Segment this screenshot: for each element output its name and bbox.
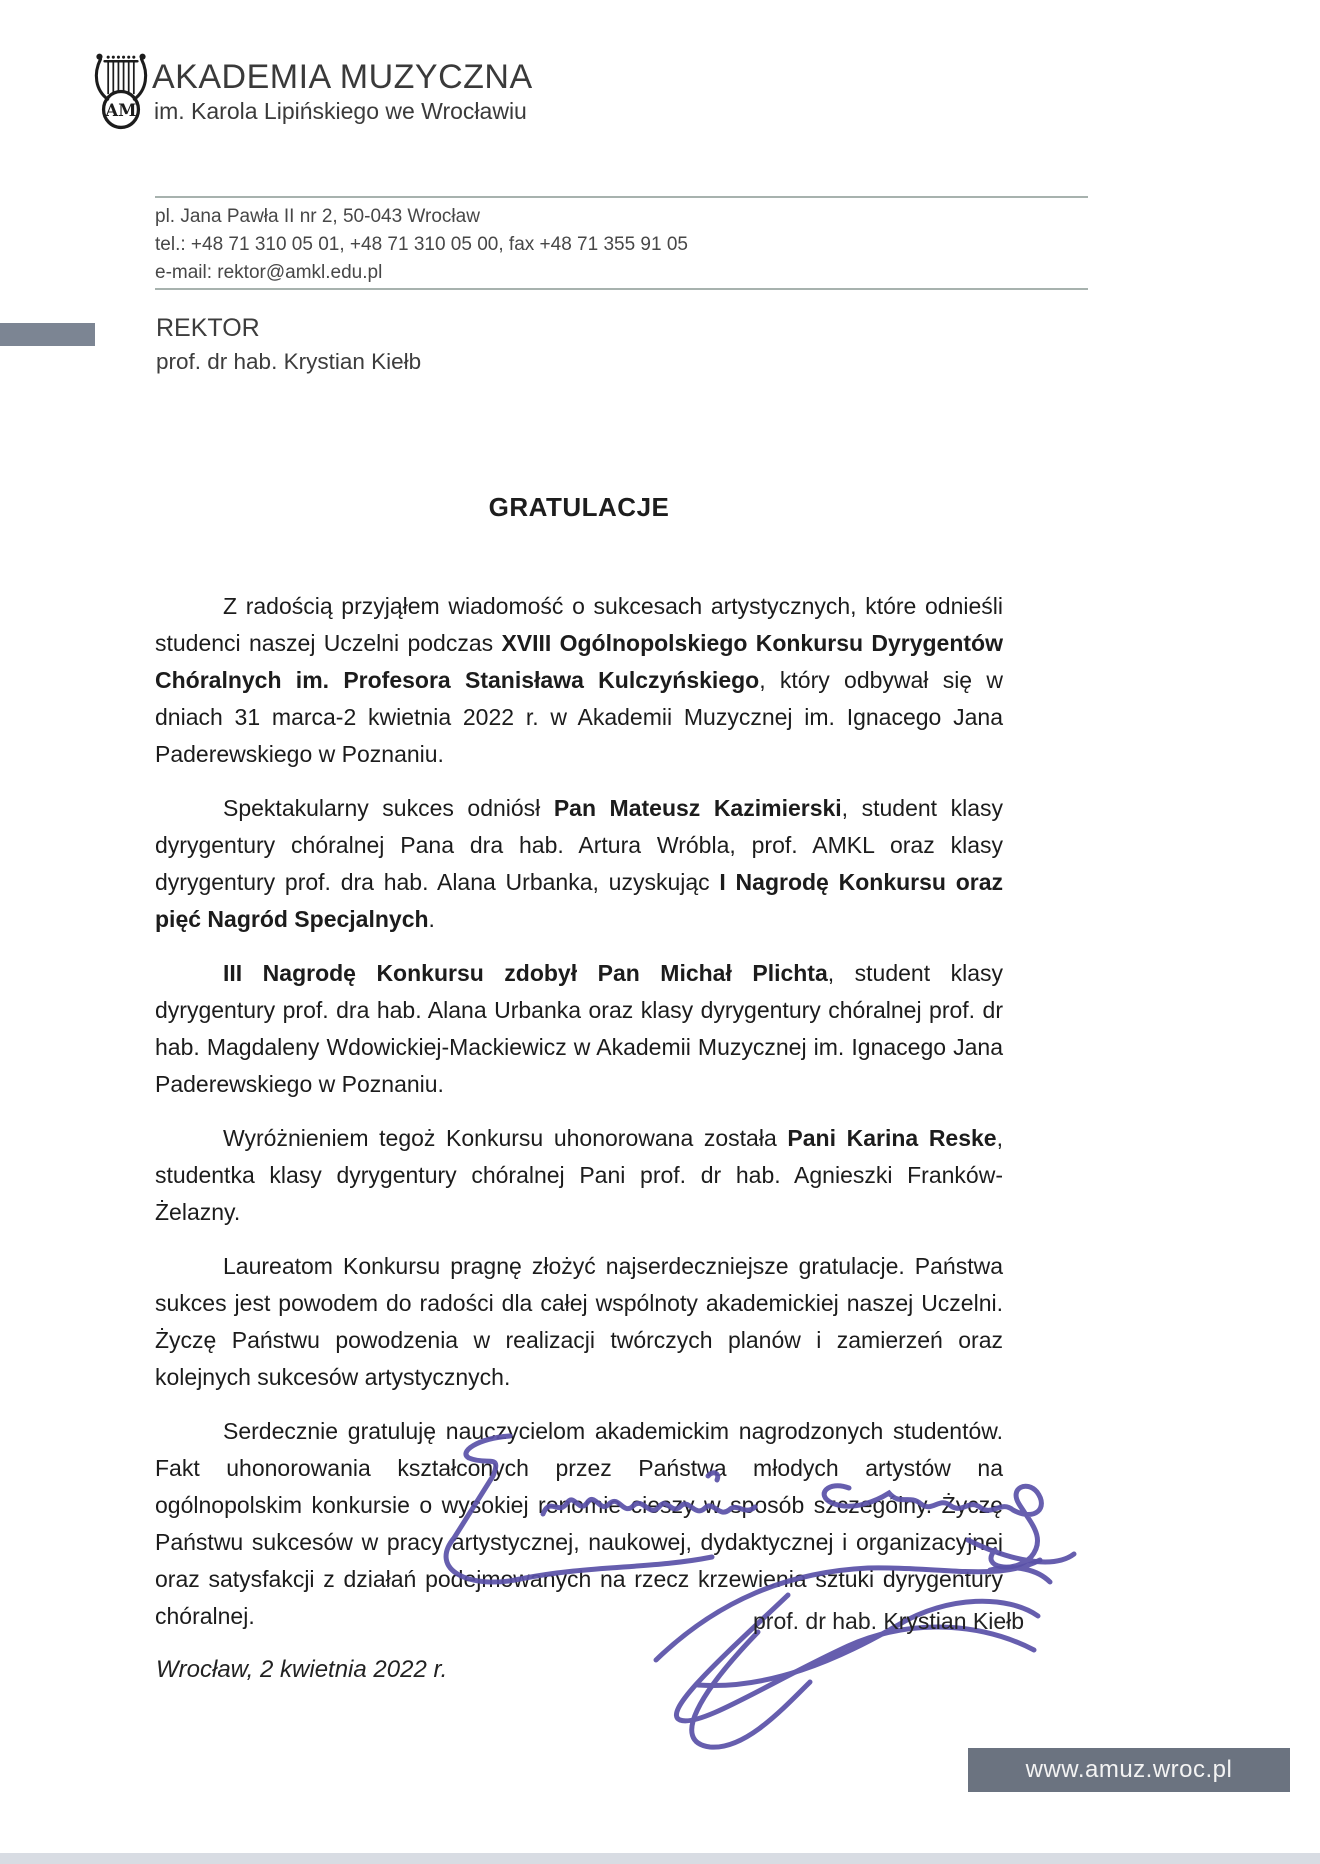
address-block [155, 203, 688, 287]
logo-monogram: AM [105, 101, 137, 121]
scan-edge-strip [0, 1853, 1320, 1864]
date-line: Wrocław, 2 kwietnia 2022 r. [156, 1656, 448, 1683]
sender-role: REKTOR [156, 314, 260, 342]
paragraph-3: III Nagrodę Konkursu zdobył Pan Michał Plichta, student klasy dyrygentury prof. dra hab. Alana Urbanka oraz klasy dyrygentury chóralnej prof. dr hab. Magdaleny Wdowickiej-Mackiewicz w Akademii Muzycznej im. Ignacego Jana Paderewskiego w Poznaniu. [155, 960, 1003, 1097]
phone-line: tel.: +48 71 310 05 01, +48 71 310 05 00, fax +48 71 355 91 05 [155, 234, 688, 255]
header-divider-bottom [155, 288, 1088, 290]
email-line: e-mail: rektor@amkl.edu.pl [155, 262, 383, 283]
paragraph-1: Z radością przyjąłem wiadomość o sukcesach artystycznych, które odnieśli studenci naszej Uczelni podczas XVIII Ogólnopolskiego Konkursu Dyrygentów Chóralnych im. Profesora Stanisława Kulczyńskiego, który odbywał się w dniach 31 marca-2 kwietnia 2022 r. w Akademii Muzycznej im. Ignacego Jana Paderewskiego w Poznaniu. [155, 593, 1003, 767]
paragraph-2: Spektakularny sukces odniósł Pan Mateusz Kazimierski, student klasy dyrygentury chóralnej Pana dra hab. Artura Wróbla, prof. AMKL oraz klasy dyrygentury prof. dra hab. Alana Urbanka, uzyskując I Nagrodę Konkursu oraz pięć Nagród Specjalnych. [155, 795, 1004, 932]
footer-website: www.amuz.wroc.pl [1025, 1756, 1233, 1783]
org-subtitle: im. Karola Lipińskiego we Wrocławiu [154, 98, 527, 124]
signature-icon [638, 1540, 1058, 1760]
paragraph-4: Wyróżnieniem tegoż Konkursu uhonorowana została Pani Karina Reske, studentka klasy dyrygentury chóralnej Pani prof. dr hab. Agnieszki Franków-Żelazny. [155, 1125, 1003, 1225]
address-line: pl. Jana Pawła II nr 2, 50-043 Wrocław [155, 206, 480, 227]
paragraph-6: Serdecznie gratuluję nauczycielom akademickim nagrodzonych studentów. Fakt uhonorowania kształconych przez Państwa młodych artystów na ogólnopolskim konkursie o wysokiej renomie cieszy w sposób szczególny. Życzę Państwu sukcesów w pracy artystycznej, naukowej, dydaktycznej i organizacyjnej oraz satysfakcji z działań podejmowanych na rzecz krzewienia sztuki dyrygentury chóralnej. [155, 1418, 1003, 1629]
sender-name: prof. dr hab. Krystian Kiełb [156, 349, 422, 374]
signer-name: prof. dr hab. Krystian Kiełb [753, 1608, 1025, 1634]
letter-title: GRATULACJE [488, 492, 670, 522]
footer-website-bar [968, 1748, 1290, 1792]
left-accent-bar [0, 323, 95, 346]
paragraph-5: Laureatom Konkursu pragnę złożyć najserdeczniejsze gratulacje. Państwa sukces jest powodem do radości dla całej wspólnoty akademickiej naszej Uczelni. Życzę Państwu powodzenia w realizacji twórczych planów i zamierzeń oraz kolejnych sukcesów artystycznych. [155, 1253, 1003, 1390]
lyre-logo-icon [90, 50, 152, 130]
header-divider-top [155, 196, 1088, 198]
org-name: AKADEMIA MUZYCZNA [152, 58, 533, 96]
